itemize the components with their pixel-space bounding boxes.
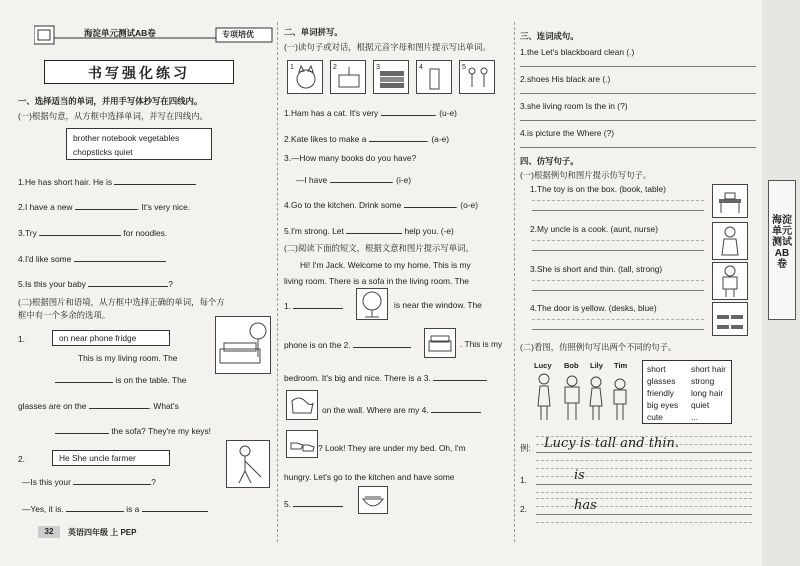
answer-blank[interactable] [346, 225, 402, 234]
left-p2b-text: ? [151, 477, 156, 487]
writing-line[interactable] [520, 120, 756, 121]
map-icon [287, 391, 317, 419]
reading-line-8: hungry. Let's go to the kitchen and have some [284, 472, 455, 482]
word-box-2 [52, 330, 170, 346]
mid-q3: 3.—How many books do you have? [284, 153, 417, 163]
left-q4 [18, 253, 166, 265]
desks-picture [712, 302, 748, 336]
left-p1b [55, 374, 186, 386]
word-box-3-text: He She uncle farmer [59, 453, 136, 463]
reading-line-2: living room. There is a sofa in the living room. The [284, 276, 469, 286]
left-q5-tail: ? [168, 279, 173, 289]
answer-blank[interactable] [66, 503, 124, 512]
answer-blank[interactable] [114, 176, 196, 185]
hint-picture-cat [287, 60, 323, 94]
right-s3: 3.she living room Is the in (?) [520, 101, 628, 111]
answer-blank[interactable] [293, 300, 343, 309]
adj-left: glasses [647, 376, 676, 386]
word-box-1 [66, 128, 212, 160]
side-banner-text: 海淀单元测试AB卷 [772, 215, 792, 270]
word-box-2-text: on near phone fridge [59, 333, 137, 343]
left-q4-text: 4.I'd like some [18, 254, 72, 264]
left-q3-text: 3.Try [18, 228, 37, 238]
reading-num: 5. [284, 499, 291, 509]
left-p1e-text: the sofa? They're my keys! [111, 426, 211, 436]
writing-line[interactable] [532, 290, 704, 291]
answer-blank[interactable] [89, 400, 149, 409]
right-s4: 4.is picture the Where (?) [520, 128, 615, 138]
four-line-grid[interactable] [536, 498, 752, 499]
strong-man-picture [712, 262, 748, 300]
header-banner [34, 24, 274, 46]
answer-blank[interactable] [73, 476, 151, 485]
bowl-icon [359, 487, 387, 513]
nurse-picture [712, 222, 748, 260]
left-q5 [18, 278, 173, 290]
book-table-icon [713, 185, 747, 217]
mid-sec2a-instruction: (一)读句子或对话，根据元音字母和图片提示写出单词。 [284, 42, 491, 52]
answer-blank[interactable] [88, 278, 168, 287]
left-p1c [18, 400, 179, 412]
reading-num: 1. [284, 301, 291, 311]
left-p2a [22, 476, 156, 488]
adj-right: long hair [691, 388, 724, 398]
reading-line-4-text: phone is on the 2. [284, 340, 351, 350]
writing-line[interactable] [532, 280, 704, 281]
mid-sec2b-instruction: (二)阅读下面的短文，根据文意和图片提示写单词。 [284, 243, 474, 253]
living-room-icon [216, 317, 270, 373]
hint-picture-books [373, 60, 409, 94]
four-line-grid [536, 460, 752, 461]
writing-line[interactable] [532, 319, 704, 320]
right-s1: 1.the Let's blackboard clean (.) [520, 47, 635, 57]
column-divider [514, 22, 515, 542]
left-part2-label: 2. [18, 454, 25, 464]
example-sentence: Lucy is tall and thin. [544, 436, 679, 451]
left-p1c-text: glasses are on the [18, 401, 87, 411]
right-e1: 1.The toy is on the box. (book, table) [530, 184, 666, 194]
fan-picture [356, 288, 388, 320]
hint-label: 3 [376, 64, 380, 71]
nurse-icon [713, 223, 747, 259]
left-p1b-text: is on the table. The [115, 375, 187, 385]
answer-blank[interactable] [431, 404, 481, 413]
mid-q4-text: 4.Go to the kitchen. Drink some [284, 200, 402, 210]
mid-q2-hint: . (a-e) [426, 134, 450, 144]
farmer-icon [227, 441, 269, 487]
left-p1e [55, 425, 211, 437]
right-s2: 2.shoes His black are (.) [520, 74, 611, 84]
right-e4: 4.The door is yellow. (desks, blue) [530, 303, 657, 313]
left-sec1a-instruction: (一)根据句意，从方框中选择单词，并写在四线内。 [18, 111, 208, 121]
mid-q4-hint: . (o-e) [455, 200, 478, 210]
answer-blank[interactable] [293, 498, 343, 507]
toy-box-picture [712, 184, 748, 218]
page-number: 32 [38, 526, 60, 538]
answer-blank[interactable] [39, 227, 121, 236]
mid-q3-answer [296, 174, 411, 186]
writing-line[interactable] [532, 250, 704, 251]
mid-q3a-text: —I have [296, 175, 328, 185]
mid-sec2-heading: 二、单词拼写。 [284, 27, 343, 37]
header-brand: 海淀单元测试AB卷 [84, 28, 156, 38]
writing-line[interactable] [520, 147, 756, 148]
writing-line[interactable] [520, 66, 756, 67]
example-label: 例: [520, 443, 531, 453]
reading-line-4 [284, 339, 411, 351]
mid-q1-text: 1.Ham has a cat. It's very [284, 108, 379, 118]
left-p2c [22, 503, 208, 515]
left-q3-tail: for noodles. [123, 228, 168, 238]
hint-label: 5 [462, 64, 466, 71]
adj-right: strong [691, 376, 715, 386]
reading-line-3 [284, 300, 343, 312]
page-title: 书写强化练习 [44, 60, 234, 84]
noodles-picture [358, 486, 388, 514]
picture-picture [286, 390, 318, 420]
adj-left: big eyes [647, 400, 679, 410]
farmer-picture [226, 440, 270, 488]
write-1-label: 1. [520, 475, 527, 485]
living-room-picture [215, 316, 271, 374]
writing-line[interactable] [520, 93, 756, 94]
left-p2c-text: —Yes, it is. [22, 504, 64, 514]
kids-illustration [530, 372, 638, 424]
shoes-icon [287, 431, 317, 457]
right-sec3-heading: 三、连词成句。 [520, 31, 579, 41]
hint-picture-coke [416, 60, 452, 94]
footer-text: 英语四年级 上 PEP [68, 528, 137, 537]
answer-blank[interactable] [369, 133, 427, 142]
left-q3 [18, 227, 167, 239]
answer-blank[interactable] [55, 425, 109, 434]
right-sec4-heading: 四、仿写句子。 [520, 156, 579, 166]
kid-name: Lucy [534, 361, 552, 370]
mid-q3-hint: . (i-e) [391, 175, 412, 185]
adj-right: short hair [691, 364, 726, 374]
answer-blank[interactable] [142, 503, 208, 512]
mid-q1-hint: . (u-e) [434, 108, 457, 118]
answer-blank[interactable] [381, 107, 435, 116]
writing-line[interactable] [532, 200, 704, 201]
four-line-grid[interactable] [536, 476, 752, 477]
answer-blank[interactable] [353, 339, 411, 348]
answer-blank[interactable] [75, 201, 137, 210]
left-p1d-text: . What's [148, 401, 179, 411]
kid-name: Tim [614, 361, 628, 370]
adjective-box [642, 360, 732, 424]
four-line-grid[interactable] [536, 468, 752, 469]
adj-right: ... [691, 412, 698, 422]
write-2-word: has [574, 498, 597, 513]
mid-q1 [284, 107, 457, 119]
left-p2d-text: is a [126, 504, 140, 514]
header-tag: 专项培优 [222, 30, 254, 39]
answer-blank[interactable] [74, 253, 166, 262]
word-box-3 [52, 450, 170, 466]
right-sec4b-instruction: (二)看图，仿照例句写出两个不同的句子。 [520, 342, 677, 352]
right-sec4a-instruction: (一)根据例句和图片提示仿写句子。 [520, 170, 652, 180]
answer-blank[interactable] [55, 374, 113, 383]
mid-q4 [284, 199, 478, 211]
sofa-icon [425, 329, 455, 357]
adj-left: friendly [647, 388, 674, 398]
four-line-grid[interactable] [536, 492, 752, 493]
adj-right: quiet [691, 400, 710, 410]
left-p1a: This is my living room. The [78, 353, 178, 363]
left-part1-label: 1. [18, 334, 25, 344]
desks-icon [713, 303, 747, 335]
adj-left: cute [647, 412, 663, 422]
word-box-1-line1: brother notebook vegetables [73, 133, 180, 143]
answer-blank[interactable] [330, 174, 392, 183]
kid-name: Lily [590, 361, 603, 370]
column-divider [277, 22, 278, 542]
hint-label: 1 [290, 64, 294, 71]
sofa-picture [424, 328, 456, 358]
four-line-grid[interactable] [536, 514, 752, 515]
shoes-picture [286, 430, 318, 458]
hint-label: 2 [333, 64, 337, 71]
answer-blank[interactable] [404, 199, 456, 208]
writing-line[interactable] [532, 240, 704, 241]
left-q2 [18, 201, 190, 213]
left-sec1b-line1: (二)根据图片和语境，从方框中选择正确的单词，每个方 [18, 297, 225, 307]
four-line-grid[interactable] [536, 506, 752, 507]
mid-q5 [284, 225, 454, 237]
side-strip [762, 0, 800, 566]
hint-label: 4 [419, 64, 423, 71]
adj-left: short [647, 364, 666, 374]
write-1-word: is [574, 468, 585, 483]
mid-q5-text: 5.I'm strong. Let [284, 226, 344, 236]
reading-line-1: Hi! I'm Jack. Welcome to my home. This is my [300, 260, 471, 270]
four-line-grid[interactable] [536, 484, 752, 485]
hint-picture-people [459, 60, 495, 94]
write-2-label: 2. [520, 504, 527, 514]
left-q1-text: 1.He has short hair. He is [18, 177, 113, 187]
kid-name: Bob [564, 361, 579, 370]
reading-line-4b: . This is my [460, 339, 503, 349]
left-q2-tail: . It's very nice. [136, 202, 191, 212]
reading-line-6 [322, 404, 481, 416]
reading-line-5-text: bedroom. It's big and nice. There is a 3. [284, 373, 431, 383]
mid-q2-text: 2.Kate likes to make a [284, 134, 367, 144]
reading-line-3b: is near the window. The [394, 300, 482, 310]
reading-line-5 [284, 372, 487, 384]
answer-blank[interactable] [433, 372, 487, 381]
left-p2a-text: —Is this your [22, 477, 71, 487]
reading-line-9 [284, 498, 343, 510]
word-box-1-line2: chopsticks quiet [73, 147, 133, 157]
left-sec1b-line2: 框中有一个多余的选项。 [18, 310, 111, 320]
four-line-grid [536, 452, 752, 453]
reading-line-6-text: on the wall. Where are my 4. [322, 405, 429, 415]
left-sec1-heading: 一、选择适当的单词，并用手写体抄写在四线内。 [18, 96, 203, 106]
left-q5-text: 5.Is this your baby [18, 279, 86, 289]
right-e3: 3.She is short and thin. (tall, strong) [530, 264, 663, 274]
writing-line[interactable] [532, 329, 704, 330]
mid-q5-hint: help you. (-e) [404, 226, 454, 236]
left-q2-text: 2.I have a new [18, 202, 73, 212]
hint-picture-cake [330, 60, 366, 94]
four-line-grid[interactable] [536, 522, 752, 523]
writing-line[interactable] [532, 210, 704, 211]
left-q1 [18, 176, 196, 188]
right-e2: 2.My uncle is a cook. (aunt, nurse) [530, 224, 659, 234]
man-icon [713, 263, 747, 299]
fan-icon [357, 289, 387, 319]
reading-line-7: ? Look! They are under my bed. Oh, I'm [318, 443, 466, 453]
mid-q2 [284, 133, 449, 145]
